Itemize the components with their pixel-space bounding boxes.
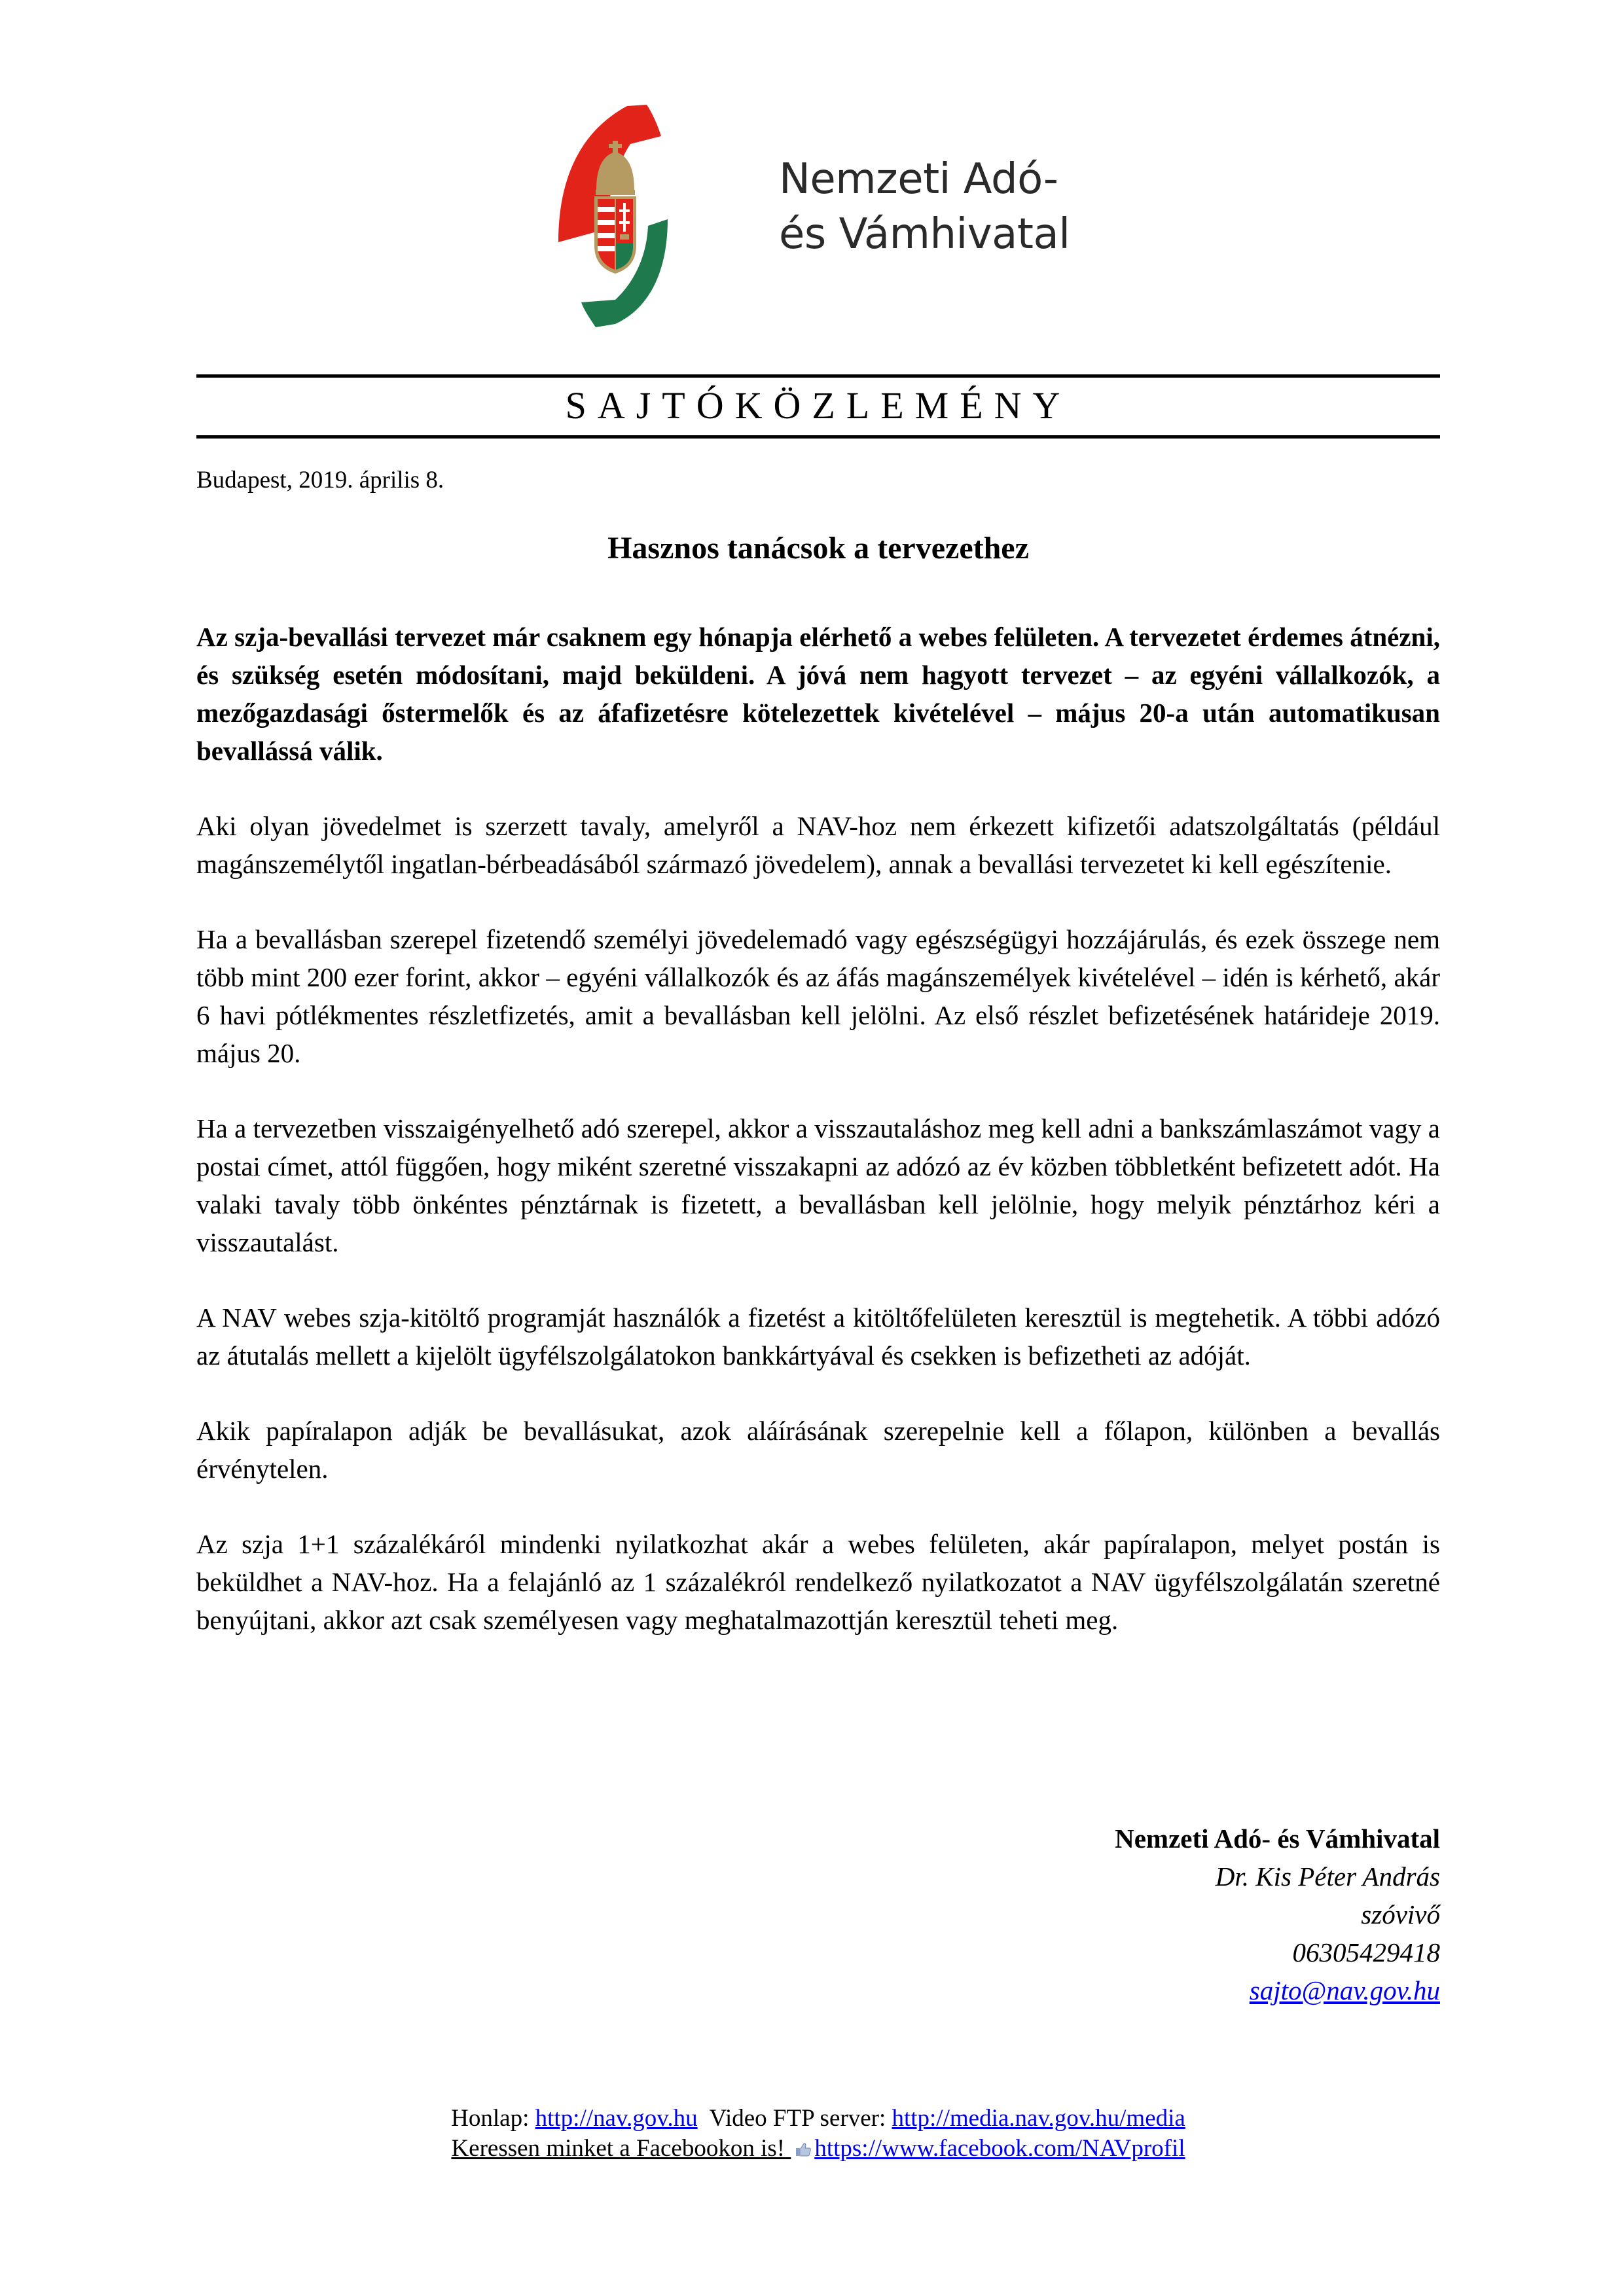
logo-wordmark [779,152,1070,262]
paragraph: Aki olyan jövedelmet is szerzett tavaly, amelyről a NAV-hoz nem érkezett kifizetői adatszolgáltatás (például magánszemélytől ingatlan-bérbeadásából származó jövedelem), annak a bevallási tervezetet ki kell egészítenie. [196,811,1440,879]
facebook-link[interactable]: https://www.facebook.com/NAVprofil [814,2135,1185,2162]
article-body [196,618,1440,1676]
thumbs-up-icon [795,2141,812,2158]
facebook-label: Keressen minket a Facebookon is! [451,2135,785,2162]
paragraph: Akik papíralapon adják be bevallásukat, azok aláírásának szerepelnie kell a főlapon, különben a bevallás érvénytelen. [196,1416,1440,1484]
footer-links-line [196,2104,1440,2134]
release-date: Budapest, 2019. április 8. [196,467,444,493]
footer [196,2104,1440,2164]
signature-organization: Nemzeti Adó- és Vámhivatal [1115,1823,1440,1854]
signature-name: Dr. Kis Péter András [1215,1861,1440,1892]
header-rule-top [196,374,1440,378]
paragraph: Ha a tervezetben visszaigényelhető adó szerepel, akkor a visszautaláshoz meg kell adni a bankszámlaszámot vagy a postai címet, attól függően, hogy miként szeretné visszakapni az adózó az év közben többletként befizetett adót. Ha valaki tavaly több önkéntes pénztárnak is fizetett, a bevallásban kell jelölnie, hogy melyik pénztárhoz kéri a visszautalást. [196,1113,1440,1257]
ftp-link[interactable]: http://media.nav.gov.hu/media [892,2105,1185,2132]
press-release-title: SAJTÓKÖZLEMÉNY [565,384,1072,427]
facebook-line [196,2134,1440,2164]
page-title: Hasznos tanácsok a tervezethez [607,531,1029,565]
paragraph: A NAV webes szja-kitöltő programját használók a fizetést a kitöltőfelületen keresztül is megtehetik. A többi adózó az átutalás mellett a kijelölt ügyfélszolgálatokon bankkártyával és csekken is befizetheti az adóját. [196,1302,1440,1371]
logo-line-2: és Vámhivatal [779,210,1070,259]
paragraph: Ha a bevallásban szerepel fizetendő személyi jövedelemadó vagy egészségügyi hozzájárulás, és ezek összege nem több mint 200 ezer forint, akkor – egyéni vállalkozók és az áfás magánszemélyek kivételével – idén is kérhető, akár 6 havi pótlékmentes részletfizetés, amit a bevallásban kell jelölni. Az első részlet befizetésének határideje 2019. május 20. [196,924,1440,1068]
signature-email-link[interactable]: sajto@nav.gov.hu [1249,1975,1440,2005]
homepage-link[interactable]: http://nav.gov.hu [535,2105,698,2132]
ftp-label: Video FTP server: [709,2105,886,2132]
lead-paragraph: Az szja-bevallási tervezet már csaknem egy hónapja elérhető a webes felületen. A tervezetet érdemes átnézni, és szükség esetén módosítani, majd beküldeni. A jóvá nem hagyott tervezet – az egyéni vállalkozók, a mezőgazdasági őstermelők és az áfafizetésre kötelezettek kivételével – május 20-a után automatikusan bevallássá válik. [196,622,1440,766]
header-rule-bottom [196,435,1440,439]
nav-emblem-icon [549,92,784,340]
logo-line-1: Nemzeti Adó- [779,155,1058,204]
nav-logo [549,92,1125,340]
signature-block [1115,1820,1440,2009]
signature-role: szóvivő [1361,1899,1440,1929]
paragraph: Az szja 1+1 százalékáról mindenki nyilatkozhat akár a webes felületen, akár papíralapon, melyet postán is beküldhet a NAV-hoz. Ha a felajánló az 1 százalékról rendelkező nyilatkozatot a NAV ügyfélszolgálatán szeretné benyújtani, akkor azt csak személyesen vagy meghatalmazottján keresztül teheti meg. [196,1529,1440,1635]
homepage-label: Honlap: [451,2105,530,2132]
signature-phone: 06305429418 [1292,1937,1440,1967]
